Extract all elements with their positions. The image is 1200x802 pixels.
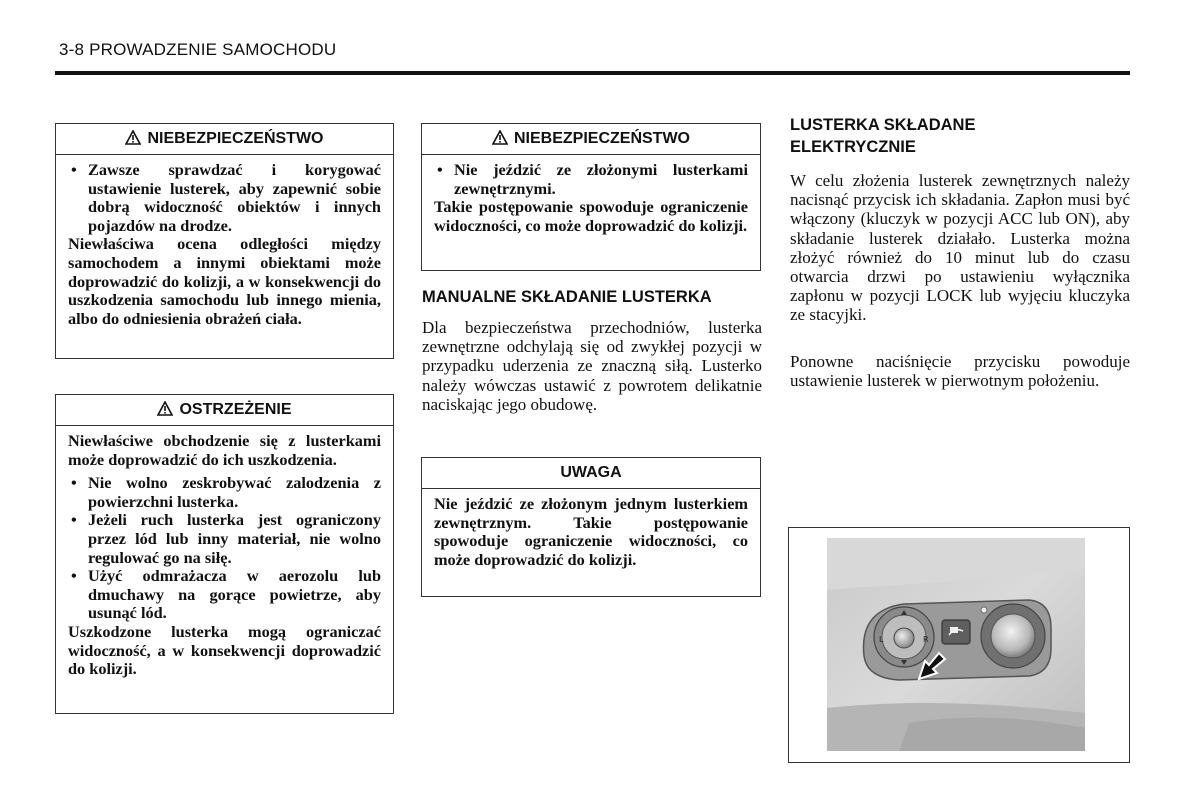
- manual-folding-text: Dla bezpieczeństwa przechodniów, lusterka zewnętrzne odchylają się od zwykłej pozycji w przypadku uderzenia ze znaczną siłą. Lusterko należy wówczas ustawić z powrotem delikatnie naciskając jego obudowę.: [422, 318, 762, 414]
- electric-folding-heading: [790, 114, 1130, 158]
- warning-box-left-header: [56, 395, 393, 426]
- danger-left-bullet: • Zawsze sprawdzać i korygować ustawienie lusterek, aby zapewnić sobie dobrą widoczność obiektów i innych pojazdów na drodze.: [68, 161, 381, 235]
- danger-middle-text: Takie postępowanie spowoduje ograniczenie widoczności, co może doprowadzić do kolizji.: [434, 197, 748, 235]
- header-rule: [55, 71, 1130, 75]
- warning-box-left: [55, 394, 394, 714]
- warning-left-bullet-3: • Użyć odmrażacza w aerozolu lub dmuchawy na gorące powietrze, aby usunąć lód.: [68, 567, 381, 623]
- warning-triangle-icon: [492, 126, 508, 156]
- warning-triangle-icon: [125, 126, 141, 156]
- danger-box-middle-title: NIEBEZPIECZEŃSTWO: [513, 130, 690, 147]
- warning-left-outro: Uszkodzone lusterka mogą ograniczać widoczność, a w konsekwencji doprowadzić do kolizji.: [68, 621, 381, 679]
- figure-label-right: R: [923, 635, 929, 644]
- danger-box-left-header: [56, 124, 393, 155]
- warning-left-bullet-2: • Jeżeli ruch lusterka jest ograniczony przez lód lub inny materiał, nie wolno regulować go na siłę.: [68, 511, 381, 567]
- danger-left-text: Niewłaściwa ocena odległości między samochodem a innymi obiektami może doprowadzić do kolizji, a w konsekwencji do uszkodzenia samochodu lub innego mienia, albo do odniesienia obrażeń ciała.: [68, 234, 381, 328]
- danger-box-middle: [421, 123, 761, 271]
- note-box-middle: [421, 457, 761, 597]
- note-box-middle-title: UWAGA: [560, 464, 622, 481]
- mirror-control-figure: [788, 527, 1130, 763]
- electric-folding-text-1: W celu złożenia lusterek zewnętrznych należy nacisnąć przycisk ich składania. Zapłon musi być włączony (kluczyk w pozycji ACC lub ON), aby składanie lusterek działało. Lusterka można złożyć również do 10 minut lub do czasu otwarcia drzwi po ustawieniu wyłącznika zapłonu w pozycji LOCK lub wyjęciu kluczyka ze stacyjki.: [790, 171, 1130, 325]
- warning-left-bullet-1: • Nie wolno zeskrobywać zalodzenia z powierzchni lusterka.: [68, 474, 381, 511]
- figure-label-left: L: [879, 635, 884, 644]
- warning-triangle-icon: [157, 397, 173, 427]
- electric-folding-text-2: Ponowne naciśnięcie przycisku powoduje ustawienie lusterek w pierwotnym położeniu.: [790, 352, 1130, 391]
- mirror-control-panel-illustration: [789, 528, 1128, 761]
- page-header-title: 3-8 PROWADZENIE SAMOCHODU: [59, 40, 337, 59]
- danger-middle-bullet: • Nie jeździć ze złożonymi lusterkami zewnętrznymi.: [434, 161, 748, 198]
- electric-folding-heading-line1: LUSTERKA SKŁADANE: [790, 116, 976, 134]
- danger-box-left-title: NIEBEZPIECZEŃSTWO: [147, 130, 324, 147]
- manual-folding-heading: MANUALNE SKŁADANIE LUSTERKA: [422, 288, 712, 306]
- danger-box-middle-header: [422, 124, 760, 155]
- danger-box-left: [55, 123, 394, 359]
- note-middle-text: Nie jeździć ze złożonym jednym lusterkiem zewnętrznym. Takie postępowanie spowoduje ograniczenie widoczności, co może doprowadzić do kolizji.: [434, 494, 748, 569]
- electric-folding-heading-line2: ELEKTRYCZNIE: [790, 138, 916, 156]
- warning-left-intro: Niewłaściwe obchodzenie się z lusterkami może doprowadzić do ich uszkodzenia.: [68, 431, 381, 469]
- note-box-middle-header: [422, 458, 760, 489]
- warning-box-left-title: OSTRZEŻENIE: [179, 401, 292, 418]
